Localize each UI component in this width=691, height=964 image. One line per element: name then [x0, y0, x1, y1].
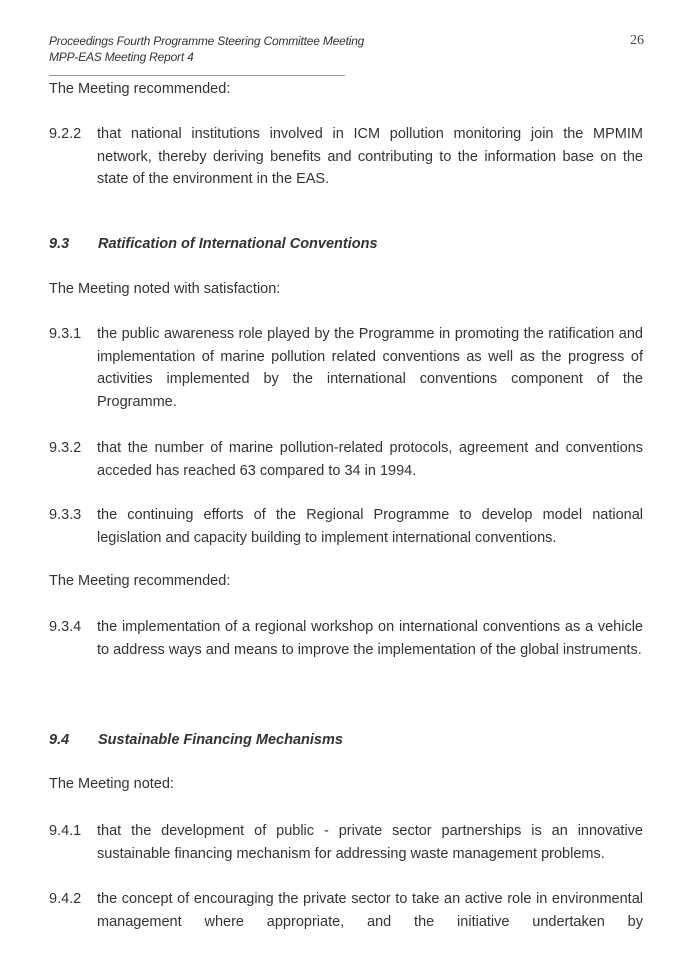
section-number: 9.3	[49, 236, 70, 252]
item-text: the public awareness role played by the Programme in promoting the ratification and implementation of marine pollution related conventions as well as the progress of activities implemented by the international conventions component of the Programme.	[97, 326, 643, 410]
header-line-2: MPP-EAS Meeting Report 4	[49, 50, 194, 64]
paragraph: The Meeting recommended:	[49, 81, 231, 97]
item-number: 9.3.4	[49, 619, 82, 635]
item-text: that national institutions involved in ICM pollution monitoring join the MPMIM network, thereby deriving benefits and contributing to the information base on the state of the environment in the EAS.	[97, 126, 643, 187]
item-text: the concept of encouraging the private sector to take an active role in environmental management where appropriate, and the initiative undertaken by	[97, 891, 643, 930]
section-title: Sustainable Financing Mechanisms	[98, 732, 343, 748]
section-heading-9-3	[49, 236, 378, 252]
section-title: Ratification of International Conventions	[98, 236, 378, 252]
item-number: 9.3.3	[49, 507, 82, 523]
item-text: the implementation of a regional workshop on international conventions as a vehicle to address ways and means to improve the implementation of the global instruments.	[97, 619, 643, 658]
item-number: 9.3.1	[49, 326, 82, 342]
list-item-9-3-3	[49, 504, 643, 549]
paragraph: The Meeting recommended:	[49, 573, 231, 589]
item-number: 9.4.1	[49, 823, 82, 839]
paragraph: The Meeting noted with satisfaction:	[49, 281, 281, 297]
item-number: 9.3.2	[49, 440, 82, 456]
item-number: 9.4.2	[49, 891, 82, 907]
list-item-9-3-1	[49, 323, 643, 413]
list-item-9-4-2	[49, 888, 643, 933]
item-number: 9.2.2	[49, 126, 82, 142]
page-number: 26	[630, 33, 644, 48]
item-text: that the number of marine pollution-related protocols, agreement and conventions acceded has reached 63 compared to 34 in 1994.	[97, 440, 643, 479]
header-line-1: Proceedings Fourth Programme Steering Committee Meeting	[49, 34, 365, 48]
paragraph: The Meeting noted:	[49, 776, 174, 792]
item-text: that the development of public - private sector partnerships is an innovative sustainable financing mechanism for addressing waste management problems.	[97, 823, 643, 862]
list-item-9-3-2	[49, 437, 643, 482]
section-number: 9.4	[49, 732, 70, 748]
running-header	[49, 33, 364, 65]
list-item-9-2-2	[49, 123, 643, 191]
section-heading-9-4	[49, 732, 343, 748]
list-item-9-3-4	[49, 616, 643, 661]
list-item-9-4-1	[49, 820, 643, 865]
header-rule	[49, 75, 345, 76]
item-text: the continuing efforts of the Regional Programme to develop model national legislation and capacity building to implement international conventions.	[97, 507, 643, 546]
